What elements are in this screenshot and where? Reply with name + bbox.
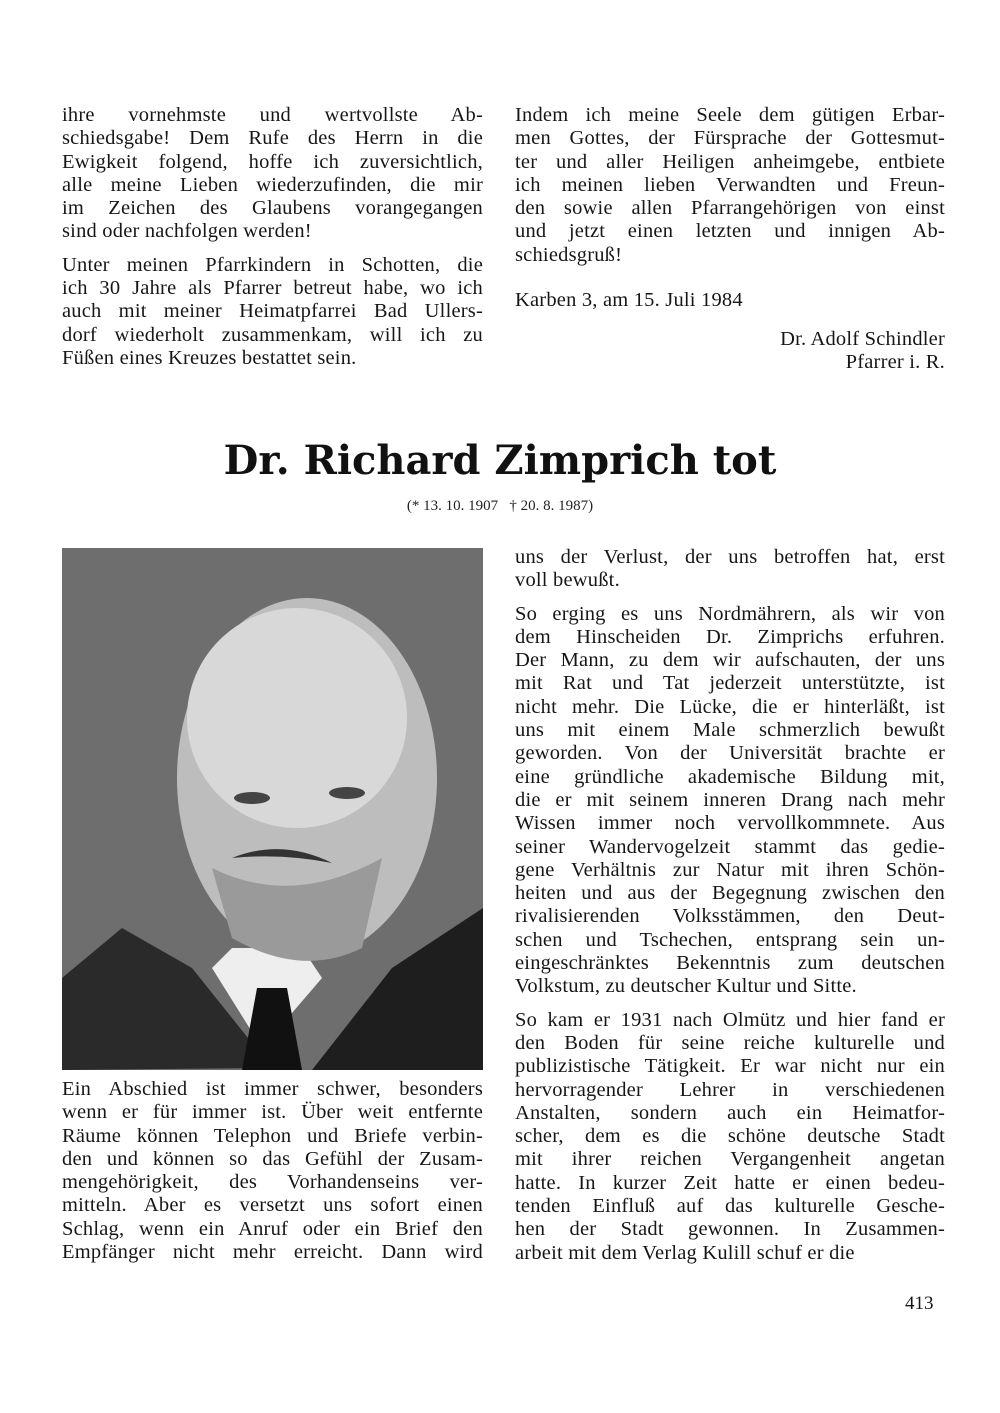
text-line: eine gründliche akademische Bildung mit,: [515, 765, 945, 788]
text-line: So kam er 1931 nach Olmütz und hier fand er: [515, 1008, 945, 1031]
text-line: men Gottes, der Fürsprache der Gottesmut-: [515, 127, 945, 150]
text-line: dem Hinscheiden Dr. Zimprichs erfuhren.: [515, 625, 945, 648]
text-line: uns mit einem Male schmerzlich bewußt: [515, 719, 945, 742]
text-line: publizistische Tätigkeit. Er war nicht nur ein: [515, 1055, 945, 1078]
text-line: So erging es uns Nordmährern, als wir von: [515, 602, 945, 625]
text-line: uns der Verlust, der uns betroffen hat, erst: [515, 546, 945, 568]
life-dates: (* 13. 10. 1907 † 20. 8. 1987): [406, 498, 594, 514]
column-bottom-right: [515, 546, 945, 1265]
text-line: ich meinen lieben Verwandten und Freun-: [515, 173, 945, 196]
text-line: Der Mann, zu dem wir aufschauten, der uns: [515, 649, 945, 672]
portrait-photo: [62, 548, 483, 1070]
text-line: mengehörigkeit, des Vorhandenseins ver-: [62, 1171, 483, 1194]
text-line: schiedsgabe! Dem Rufe des Herrn in die: [62, 127, 483, 150]
text-line: im Zeichen des Glaubens vorangegangen: [62, 197, 483, 220]
text-line: Schlag, wenn ein Anruf oder ein Brief den: [62, 1217, 483, 1240]
text-line: heiten und aus der Begegnung zwischen den: [515, 882, 945, 905]
text-line: Ewigkeit folgend, hoffe ich zuversichtlich,: [62, 150, 483, 173]
text-line: Unter meinen Pfarrkindern in Schotten, die: [62, 253, 483, 276]
text-line: Wissen immer noch vervollkommnete. Aus: [515, 812, 945, 835]
column-top-left: [62, 104, 483, 370]
text-line: Volkstum, zu deutscher Kultur und Sitte.: [515, 975, 857, 998]
text-line: eingeschränktes Bekenntnis zum deutschen: [515, 952, 945, 975]
text-line: sind oder nachfolgen werden!: [62, 220, 312, 243]
column-top-right: [515, 104, 945, 267]
place-date: Karben 3, am 15. Juli 1984: [515, 289, 743, 311]
text-line: Empfänger nicht mehr erreicht. Dann wird: [62, 1241, 483, 1264]
text-line: dorf wiederholt zusammenkam, will ich zu: [62, 323, 483, 346]
text-line: arbeit mit dem Verlag Kulill schuf er die: [515, 1241, 855, 1264]
text-line: mit ihrer reichen Vergangenheit angetan: [515, 1148, 945, 1171]
text-line: und jetzt einen letzten und innigen Ab-: [515, 220, 945, 243]
signature: [515, 328, 945, 375]
text-line: ich 30 Jahre als Pfarrer betreut habe, wo ich: [62, 277, 483, 300]
text-line: schen und Tschechen, entsprang sein un-: [515, 928, 945, 951]
text-line: hen der Stadt gewonnen. In Zusammen-: [515, 1218, 945, 1241]
text-line: voll bewußt.: [515, 569, 620, 592]
text-line: rivalisierenden Volksstämmen, den Deut-: [515, 905, 945, 928]
text-line: gene Verhältnis zur Natur mit ihren Schön-: [515, 858, 945, 881]
text-line: mitteln. Aber es versetzt uns sofort einen: [62, 1194, 483, 1217]
text-line: seiner Wandervogelzeit stammt das gedie-: [515, 835, 945, 858]
column-bottom-left: [62, 1078, 483, 1264]
text-line: Indem ich meine Seele dem gütigen Erbar-: [515, 104, 945, 126]
signature-title: Pfarrer i. R.: [845, 351, 945, 374]
text-line: auch mit meiner Heimatpfarrei Bad Ullers-: [62, 300, 483, 323]
text-line: schiedsgruß!: [515, 243, 623, 266]
text-line: den Boden für seine reiche kulturelle und: [515, 1031, 945, 1054]
text-line: tenden Einfluß auf das kulturelle Gesche-: [515, 1195, 945, 1218]
text-line: nicht mehr. Die Lücke, die er hinterläßt, ist: [515, 695, 945, 718]
text-line: hervorragender Lehrer in verschiedenen: [515, 1078, 945, 1101]
signature-name: Dr. Adolf Schindler: [780, 328, 945, 350]
text-line: hatte. In kurzer Zeit hatte er einen bedeu-: [515, 1171, 945, 1194]
text-line: den sowie allen Pfarrangehörigen von einst: [515, 197, 945, 220]
text-line: Füßen eines Kreuzes bestattet sein.: [62, 346, 357, 369]
text-line: den und können so das Gefühl der Zusam-: [62, 1147, 483, 1170]
text-line: ihre vornehmste und wertvollste Ab-: [62, 104, 483, 126]
text-line: Räume können Telephon und Briefe verbin-: [62, 1124, 483, 1147]
article-title: Dr. Richard Zimprich tot: [223, 437, 777, 484]
text-line: Anstalten, sondern auch ein Heimatfor-: [515, 1101, 945, 1124]
text-line: mit Rat und Tat jederzeit unterstützte, ist: [515, 672, 945, 695]
page-number: 413: [905, 1293, 934, 1314]
text-line: ter und aller Heiligen anheimgebe, entbiete: [515, 150, 945, 173]
text-line: scher, dem es die schöne deutsche Stadt: [515, 1125, 945, 1148]
text-line: geworden. Von der Universität brachte er: [515, 742, 945, 765]
text-line: Ein Abschied ist immer schwer, besonders: [62, 1078, 483, 1100]
text-line: wenn er für immer ist. Über weit entfernte: [62, 1101, 483, 1124]
text-line: alle meine Lieben wiederzufinden, die mir: [62, 173, 483, 196]
text-line: die er mit seinem inneren Drang nach mehr: [515, 788, 945, 811]
